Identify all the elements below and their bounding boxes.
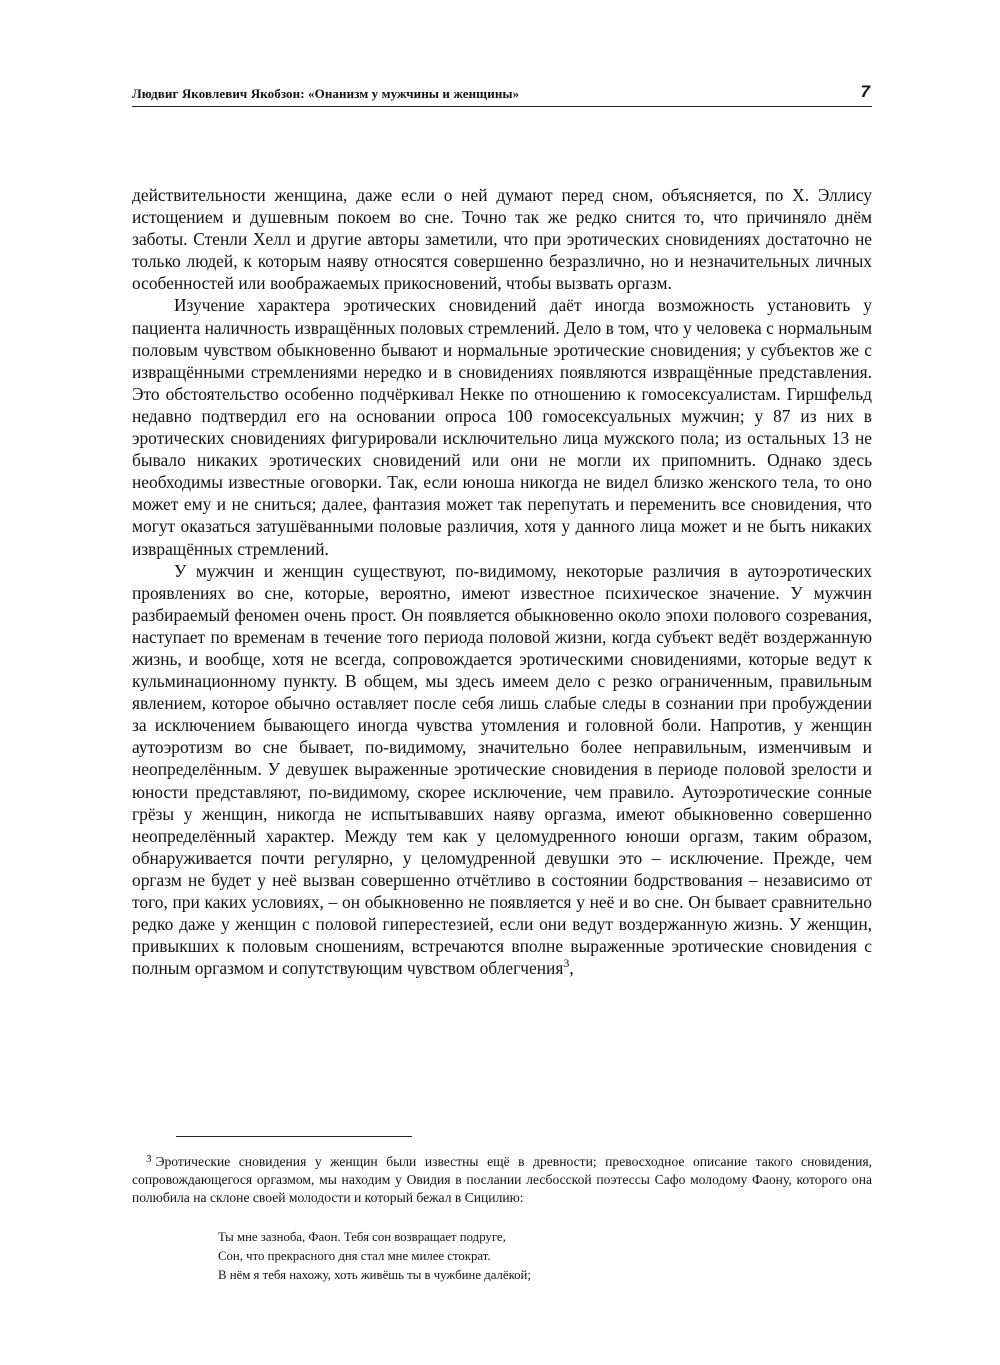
footnote-reference[interactable]: 3 (563, 956, 570, 971)
paragraph-2: Изучение характера эротических сновидений даёт иногда возможность установить у пациента наличность извращённых половых стремлений. Дело в том, что у человека с нормальным половым чувством обыкновенно бывают и нормальные эротические сновидения; у субъектов же с извращёнными стремлениями нередко и в сновидениях появляются извращённые представления. Это обстоятельство особенно подчёркивал Некке по отношению к гомосексуалистам. Гиршфельд недавно подтвердил его на основании опроса 100 гомосексуальных мужчин; у 87 из них в эротических сновидениях фигурировали исключительно лица мужского пола; из остальных 13 не бывало никаких эротических сновидений или они не могли их припомнить. Однако здесь необходимы известные оговорки. Так, если юноша никогда не видел близко женского тела, то оно может ему и не сниться; далее, фантазия может так перепутать и переменить все сновидения, что могут оказаться затушёванными половые различия, хотя у данного лица может и не быть никаких извращённых стремлений. (132, 295, 872, 559)
header-title: Людвиг Яковлевич Якобзон: «Онанизм у мужчины и женщины» (132, 86, 520, 101)
footnote-text: Эротические сновидения у женщин были известны ещё в древности; превосходное описание такого сновидения, сопровождающегося оргазмом, мы находим у Овидия в послании лесбосской поэтессы Сафо молодому Фаону, которого она полюбила на склоне своей молодости и который бежал в Сицилию: (132, 1154, 872, 1206)
footnote-divider (176, 1136, 412, 1137)
verse-line: Ты мне зазноба, Фаон. Тебя сон возвращает подруге, (218, 1230, 506, 1244)
paragraph-3 (132, 560, 872, 980)
paragraph-1: действительности женщина, даже если о ней думают перед сном, объясняется, по Х. Эллису истощением и душевным покоем во сне. Точно так же редко снится то, что причиняло днём заботы. Стенли Хелл и другие авторы заметили, что при эротических сновидениях достаточно не только людей, к которым наяву относятся совершенно безразлично, но и незначительных личных особенностей или воображаемых прикосновений, чтобы вызвать оргазм. (132, 185, 872, 294)
page-number: 7 (860, 82, 870, 101)
verse-line: Сон, что прекрасного дня стал мне милее стократ. (218, 1249, 491, 1263)
trailing-punctuation: , (569, 958, 574, 979)
footnote-number: 3 (146, 1153, 152, 1165)
paragraph-3-text: У мужчин и женщин существуют, по-видимому, некоторые различия в аутоэротических проявлениях во сне, которые, вероятно, имеют известное психическое значение. У мужчин разбираемый феномен очень прост. Он появляется обыкновенно около эпохи полового созревания, наступает по временам в течение того периода половой жизни, когда субъект ведёт воздержанную жизнь, и вообще, хотя не всегда, сопровождается эротическими сновидениями, которые ведут к кульминационному пункту. В общем, мы здесь имеем дело с резко ограниченным, правильным явлением, которое обычно оставляет после себя лишь слабые следы в сознании при пробуждении за исключением бывающего иногда чувства утомления и головной боли. Напротив, у женщин аутоэротизм во сне бывает, по-видимому, значительно более неправильным, изменчивым и неопределённым. У девушек выраженные эротические сновидения в периоде половой зрелости и юности представляют, по-видимому, скорее исключение, чем правило. Аутоэротические сонные грёзы у женщин, никогда не испытывавших наяву оргазма, имеют обыкновенно совершенно неопределённый характер. Между тем как у целомудренного юноши оргазм, таким образом, обнаруживается почти регулярно, у целомудренной девушки это – исключение. Прежде, чем оргазм не будет у неё вызван совершенно отчётливо в состоянии бодрствования – независимо от того, при каких условиях, – он обыкновенно не появляется у неё и во сне. Он бывает сравнительно редко даже у женщин с половой гиперестезией, если они ведут воздержанную жизнь. У женщин, привыкших к половым сношениям, встречаются вполне выраженные эротические сновидения с полным оргазмом и сопутствующим чувством облегчения (132, 560, 872, 979)
running-header (132, 84, 872, 107)
footnote-verse (218, 1228, 818, 1285)
footnote (132, 1153, 872, 1208)
body-text (132, 184, 872, 979)
verse-line: В нём я тебя нахожу, хоть живёшь ты в чужбине далёкой; (218, 1268, 531, 1282)
